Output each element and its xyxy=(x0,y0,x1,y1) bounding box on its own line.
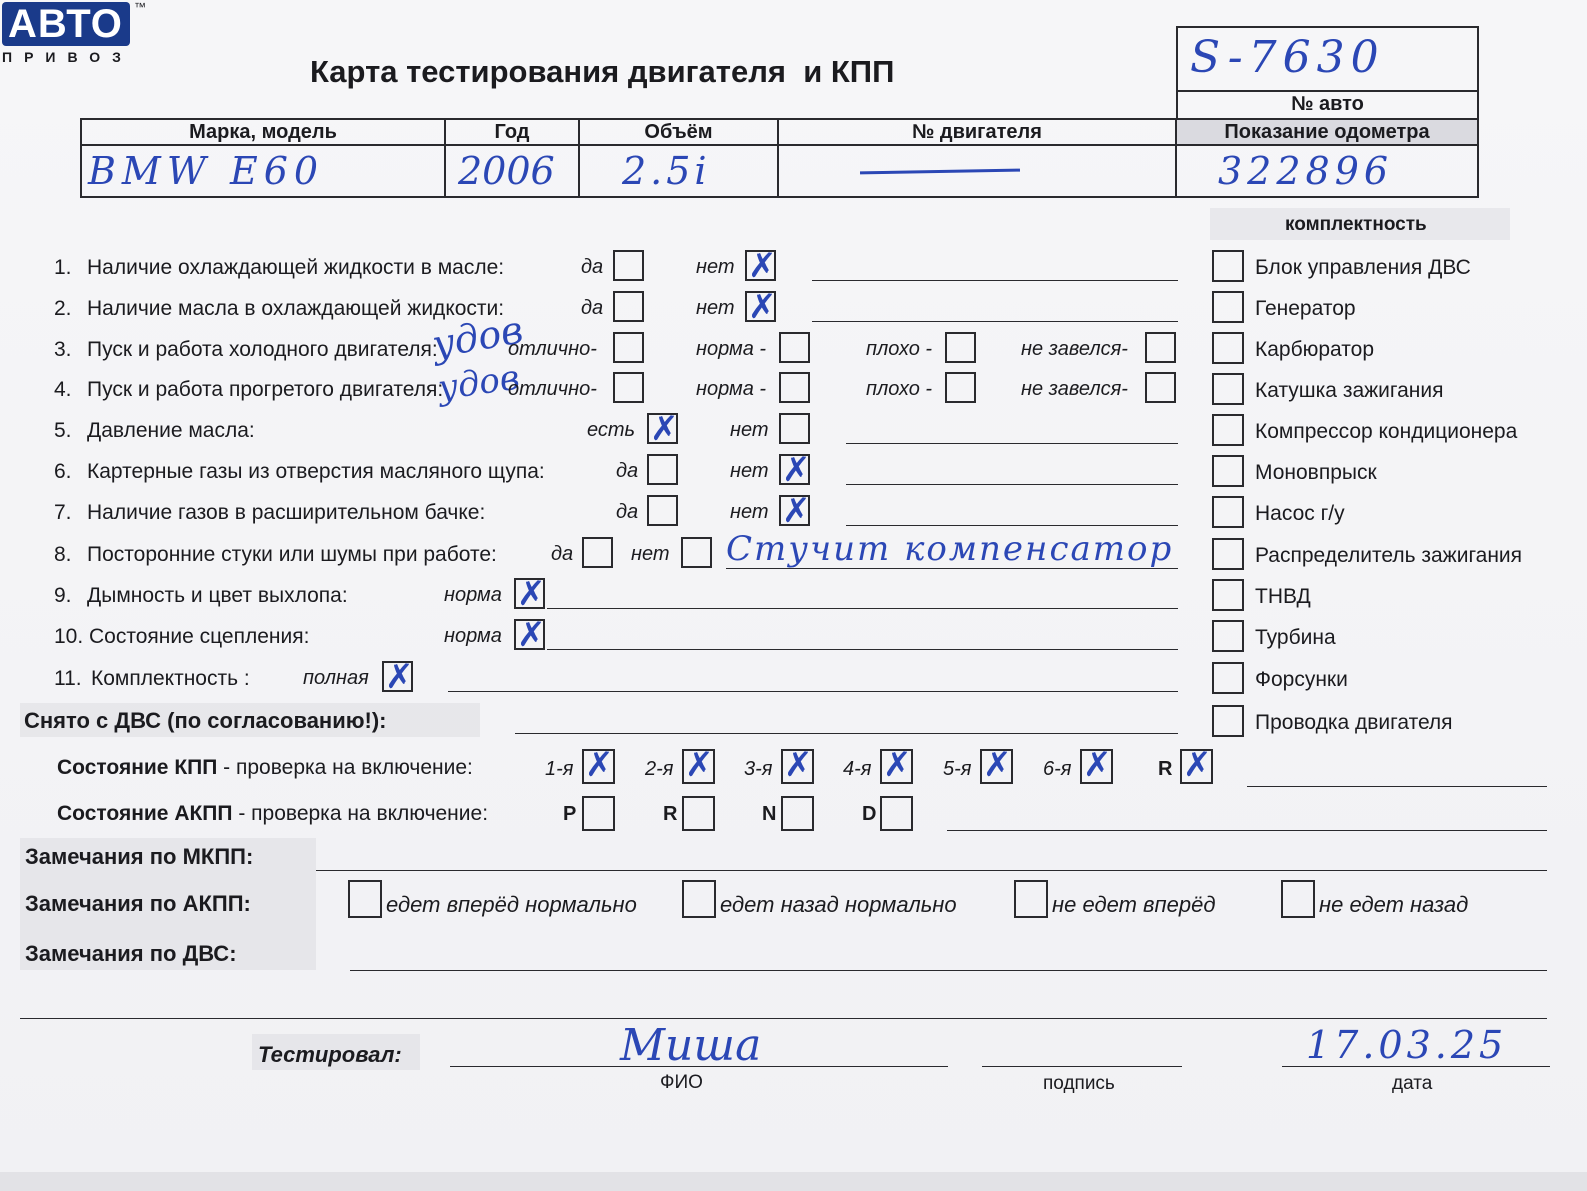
q1-da-checkbox[interactable] xyxy=(613,250,644,281)
kpp-label-rest: - проверка на включение: xyxy=(217,756,473,779)
completeness-item-9: Турбина xyxy=(1255,626,1336,649)
q2-num: 2. xyxy=(54,297,72,320)
q6-line xyxy=(846,484,1178,485)
q3-normal-checkbox[interactable] xyxy=(779,332,810,363)
q9-norma-label: норма xyxy=(444,584,502,606)
bottom-edge xyxy=(0,1172,1587,1191)
q7-net-label: нет xyxy=(730,501,769,523)
q3-bad-checkbox[interactable] xyxy=(945,332,976,363)
akpp-pos-n-checkbox[interactable] xyxy=(781,796,814,831)
completeness-item-7: Распределитель зажигания xyxy=(1255,544,1523,567)
signature-caption: подпись xyxy=(1043,1073,1115,1094)
remarks-dvs-line xyxy=(350,970,1547,971)
kpp-label xyxy=(57,757,473,778)
q4-bad-label: плохо - xyxy=(866,378,933,400)
kpp-gear-6-label: 6-я xyxy=(1043,758,1072,780)
signature-line xyxy=(982,1066,1182,1067)
kpp-gear-r-label: R xyxy=(1158,758,1173,780)
q10-line xyxy=(547,649,1178,650)
q5-net-label: нет xyxy=(730,419,769,441)
q6-net-checkbox[interactable] xyxy=(779,454,810,485)
col-header-odometer: Показание одометра xyxy=(1224,121,1430,143)
completeness-item-1: Генератор xyxy=(1255,297,1356,320)
akpp-forward-ok-checkbox[interactable] xyxy=(348,880,382,918)
completeness-checkbox-4[interactable] xyxy=(1212,414,1244,446)
completeness-checkbox-7[interactable] xyxy=(1212,538,1244,570)
q5-est-label: есть xyxy=(587,419,636,441)
q7-text: Наличие газов в расширительном бачке: xyxy=(87,501,486,524)
date-line xyxy=(1282,1066,1550,1067)
car-number-label: № авто xyxy=(1291,93,1364,115)
completeness-checkbox-2[interactable] xyxy=(1212,332,1244,364)
akpp-no-backward-label: не едет назад xyxy=(1319,892,1469,917)
q10-norma-label: норма xyxy=(444,625,502,647)
value-year: 2006 xyxy=(458,149,555,193)
akpp-pos-r-checkbox[interactable] xyxy=(682,796,715,831)
akpp-backward-ok-label: едет назад нормально xyxy=(720,892,957,917)
q11-full-checkbox[interactable] xyxy=(382,661,413,692)
q11-line xyxy=(448,691,1178,692)
completeness-checkbox-11[interactable] xyxy=(1212,705,1244,737)
remarks-mkpp-label: Замечания по МКПП: xyxy=(25,844,254,869)
col-header-volume: Объём xyxy=(644,121,713,143)
q8-handwritten: Стучит компенсатор xyxy=(726,529,1174,569)
q4-bad-checkbox[interactable] xyxy=(945,372,976,403)
q4-normal-label: норма - xyxy=(696,378,767,400)
q5-est-checkbox[interactable] xyxy=(647,413,678,444)
q7-num: 7. xyxy=(54,501,72,524)
q3-excellent-checkbox[interactable] xyxy=(613,332,644,363)
q2-net-checkbox[interactable] xyxy=(745,291,776,322)
remarks-dvs-label: Замечания по ДВС: xyxy=(25,941,237,966)
q4-not-started-checkbox[interactable] xyxy=(1145,372,1176,403)
removed-line xyxy=(515,733,1178,734)
fio-caption: ФИО xyxy=(660,1072,703,1093)
q3-not-started-label: не завелся- xyxy=(1021,338,1128,360)
logo-tm: ™ xyxy=(134,0,146,14)
tester-name: Миша xyxy=(620,1020,762,1071)
q3-bad-label: плохо - xyxy=(866,338,933,360)
q3-num: 3. xyxy=(54,338,72,361)
completeness-item-3: Катушка зажигания xyxy=(1255,379,1444,402)
fio-line xyxy=(450,1066,948,1067)
completeness-item-2: Карбюратор xyxy=(1255,338,1375,361)
completeness-checkbox-9[interactable] xyxy=(1212,620,1244,652)
page-title: Карта тестирования двигателя и КПП xyxy=(310,54,895,89)
completeness-checkbox-5[interactable] xyxy=(1212,455,1244,487)
q1-net-label: нет xyxy=(696,256,735,278)
akpp-pos-d-label: D xyxy=(862,803,877,825)
completeness-item-11: Проводка двигателя xyxy=(1255,711,1453,734)
kpp-gear-4-checkbox[interactable] xyxy=(880,749,913,784)
tested-by-label: Тестировал: xyxy=(258,1042,402,1067)
q8-text: Посторонние стуки или шумы при работе: xyxy=(87,543,497,566)
q1-num: 1. xyxy=(54,256,72,279)
q8-da-checkbox[interactable] xyxy=(582,537,613,568)
q6-num: 6. xyxy=(54,460,72,483)
q7-line xyxy=(846,525,1178,526)
q3-normal-label: норма - xyxy=(696,338,767,360)
q4-text: Пуск и работа прогретого двигателя: xyxy=(87,378,444,401)
completeness-item-4: Компрессор кондиционера xyxy=(1255,420,1518,443)
q6-da-checkbox[interactable] xyxy=(647,454,678,485)
remarks-mkpp-line xyxy=(316,870,1547,871)
akpp-label xyxy=(57,803,488,824)
col-header-engine-number: № двигателя xyxy=(912,121,1042,143)
q9-norma-checkbox[interactable] xyxy=(514,578,545,609)
kpp-gear-2-checkbox[interactable] xyxy=(682,749,715,784)
q7-da-checkbox[interactable] xyxy=(647,495,678,526)
akpp-no-backward-checkbox[interactable] xyxy=(1281,880,1315,918)
completeness-checkbox-0[interactable] xyxy=(1212,250,1244,282)
akpp-no-forward-checkbox[interactable] xyxy=(1014,880,1048,918)
value-volume: 2.5i xyxy=(622,149,711,193)
q1-text: Наличие охлаждающей жидкости в масле: xyxy=(87,256,505,279)
q8-da-label: да xyxy=(551,543,574,565)
q9-num: 9. xyxy=(54,584,72,607)
kpp-gear-5-label: 5-я xyxy=(943,758,972,780)
q2-net-label: нет xyxy=(696,297,735,319)
akpp-label-bold: Состояние АКПП xyxy=(57,802,233,825)
q3-text: Пуск и работа холодного двигателя: xyxy=(87,338,438,361)
q6-net-label: нет xyxy=(730,460,769,482)
q4-excellent-checkbox[interactable] xyxy=(613,372,644,403)
q2-line xyxy=(812,321,1178,322)
akpp-label-rest: - проверка на включение: xyxy=(232,802,489,825)
completeness-item-8: ТНВД xyxy=(1255,585,1311,608)
kpp-gear-1-label: 1-я xyxy=(545,758,574,780)
kpp-label-bold: Состояние КПП xyxy=(57,756,218,779)
q11-text: Комплектность : xyxy=(91,667,250,690)
q9-text: Дымность и цвет выхлопа: xyxy=(87,584,348,607)
q2-da-label: да xyxy=(581,297,604,319)
completeness-title: комплектность xyxy=(1285,214,1427,235)
col-header-year: Год xyxy=(494,121,530,143)
q3-not-started-checkbox[interactable] xyxy=(1145,332,1176,363)
q4-not-started-label: не завелся- xyxy=(1021,378,1128,400)
logo xyxy=(0,0,146,66)
completeness-item-5: Моновпрыск xyxy=(1255,461,1377,484)
q5-num: 5. xyxy=(54,419,72,442)
kpp-gear-1-checkbox[interactable] xyxy=(582,749,615,784)
completeness-checkbox-8[interactable] xyxy=(1212,579,1244,611)
completeness-item-10: Форсунки xyxy=(1255,668,1348,691)
q5-net-checkbox[interactable] xyxy=(779,413,810,444)
q7-net-checkbox[interactable] xyxy=(779,495,810,526)
date-caption: дата xyxy=(1392,1073,1433,1094)
q11-full-label: полная xyxy=(303,667,369,689)
logo-bottom-text: ПРИВОЗ xyxy=(2,49,133,65)
completeness-checkbox-10[interactable] xyxy=(1212,662,1244,694)
logo-top-text: АВТО xyxy=(8,2,123,46)
q4-handwritten: удов xyxy=(435,357,522,409)
q4-num: 4. xyxy=(54,378,72,401)
date-value: 17.03.25 xyxy=(1306,1023,1508,1067)
q5-text: Давление масла: xyxy=(87,419,255,442)
q8-num: 8. xyxy=(54,543,72,566)
remarks-extra-line xyxy=(20,1018,1547,1019)
col-header-make: Марка, модель xyxy=(189,121,337,143)
completeness-checkbox-1[interactable] xyxy=(1212,291,1244,323)
q10-text: Состояние сцепления: xyxy=(89,625,310,648)
q1-da-label: да xyxy=(581,256,604,278)
q10-norma-checkbox[interactable] xyxy=(514,619,545,650)
akpp-pos-n-label: N xyxy=(762,803,777,825)
kpp-gear-6-checkbox[interactable] xyxy=(1080,749,1113,784)
q3-excellent-label: отлично- xyxy=(508,338,597,360)
q7-da-label: да xyxy=(616,501,639,523)
akpp-pos-r-label: R xyxy=(663,803,678,825)
akpp-pos-p-label: P xyxy=(563,803,577,825)
kpp-gear-5-checkbox[interactable] xyxy=(980,749,1013,784)
q4-normal-checkbox[interactable] xyxy=(779,372,810,403)
q6-text: Картерные газы из отверстия масляного щупа: xyxy=(87,460,545,483)
completeness-checkbox-6[interactable] xyxy=(1212,496,1244,528)
kpp-gear-3-label: 3-я xyxy=(744,758,773,780)
q9-line xyxy=(547,608,1178,609)
akpp-pos-p-checkbox[interactable] xyxy=(582,796,615,831)
akpp-forward-ok-label: едет вперёд нормально xyxy=(386,892,637,917)
kpp-gear-r-checkbox[interactable] xyxy=(1180,749,1213,784)
kpp-gear-2-label: 2-я xyxy=(645,758,674,780)
akpp-no-forward-label: не едет вперёд xyxy=(1052,892,1216,917)
q11-num: 11. xyxy=(54,667,82,690)
q2-text: Наличие масла в охлаждающей жидкости: xyxy=(87,297,505,320)
q4-excellent-label: отлично- xyxy=(508,378,597,400)
q6-da-label: да xyxy=(616,460,639,482)
car-number-value: S-7630 xyxy=(1190,32,1385,83)
q10-num: 10. xyxy=(54,625,84,648)
q8-line xyxy=(726,568,1178,569)
value-make: BMW E60 xyxy=(88,149,325,193)
q5-line xyxy=(846,443,1178,444)
akpp-backward-ok-checkbox[interactable] xyxy=(682,880,716,918)
kpp-gear-3-checkbox[interactable] xyxy=(781,749,814,784)
kpp-gear-4-label: 4-я xyxy=(843,758,872,780)
kpp-line xyxy=(1247,786,1547,787)
completeness-item-6: Насос г/у xyxy=(1255,502,1345,525)
header-table xyxy=(80,118,1480,198)
completeness-checkbox-3[interactable] xyxy=(1212,373,1244,405)
akpp-line xyxy=(947,830,1547,831)
completeness-item-0: Блок управления ДВС xyxy=(1255,256,1471,279)
q8-net-label: нет xyxy=(631,543,670,565)
q2-da-checkbox[interactable] xyxy=(613,291,644,322)
remarks-akpp-label: Замечания по АКПП: xyxy=(25,891,251,916)
q1-line xyxy=(812,280,1178,281)
value-odometer: 322896 xyxy=(1218,149,1394,193)
q8-net-checkbox[interactable] xyxy=(681,537,712,568)
akpp-pos-d-checkbox[interactable] xyxy=(880,796,913,831)
q3-handwritten: удов xyxy=(428,307,527,367)
removed-label: Снято с ДВС (по согласованию!): xyxy=(24,708,387,733)
q1-net-checkbox[interactable] xyxy=(745,250,776,281)
